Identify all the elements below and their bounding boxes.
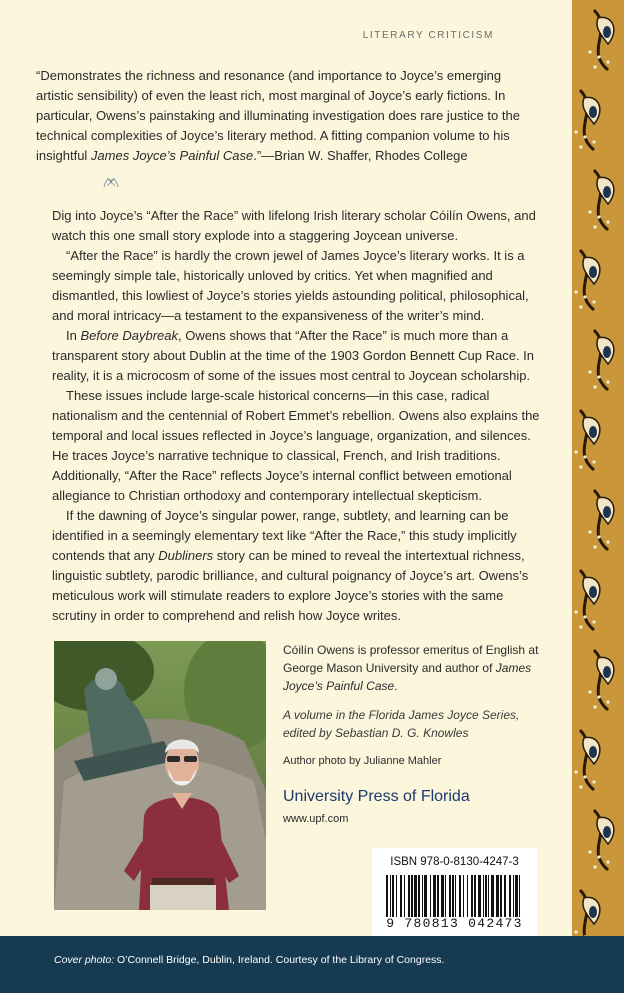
quote-text-1: “Demonstrates the richness and resonance (and importance to Joyce’s emerging artistic sensibility) of even the least rich, most marginal of Joyce’s early fictions. In particular, Owens’s painstaking and illuminating investigation does rare justice to the technical complexities of Joyce’s literary method. A fitting companion volume to his insightful	[36, 68, 520, 163]
category-label: LITERARY CRITICISM	[362, 30, 494, 41]
description	[52, 206, 544, 626]
desc-paragraph-5	[52, 506, 544, 626]
endorsement-quote	[36, 66, 536, 166]
footer-bar	[0, 936, 624, 993]
desc-p3-post: , Owens shows that “After the Race” is much more than a transparent story about Dublin at the time of the 1903 Gordon Bennett Cup Race. In reality, it is a microcosm of some of the issues most central to Joycean scholarship.	[52, 328, 535, 383]
cover-credit-label: Cover photo:	[54, 954, 115, 966]
desc-p3-title: Before Daybreak	[80, 328, 179, 343]
quote-book-title: James Joyce’s Painful Case	[90, 148, 254, 163]
desc-p5-pre: If the dawning of Joyce’s singular power, range, subtlety, and learning can be identified in a seemingly elementary text like “After the Race,” this study implicitly contends that any	[52, 508, 517, 563]
barcode-block	[372, 848, 537, 936]
photo-credit: Author photo by Julianne Mahler	[283, 755, 442, 767]
desc-paragraph-1: Dig into Joyce’s “After the Race” with lifelong Irish literary scholar Cóilín Owens, and watch this one small story explode into a staggering Joycean universe.	[52, 208, 536, 243]
barcode-digits: 9 780813 042473	[386, 916, 523, 931]
cover-credit	[54, 954, 444, 966]
bio-end: .	[394, 679, 398, 693]
desc-paragraph-2: “After the Race” is hardly the crown jewel of James Joyce’s literary works. It is a seemingly simple tale, historically unloved by critics. Yet when magnified and dismantled, this lowliest of Joyce’s stories yields astounding political, philosophical, and moral intricacy—a testament to the expansiveness of the writer’s mind.	[52, 248, 529, 323]
bio-book-title: James Joyce’s Painful Case	[283, 661, 532, 693]
bio-text: Cóilín Owens is professor emeritus of English at George Mason University and author of	[283, 643, 539, 675]
series-note: A volume in the Florida James Joyce Series, edited by Sebastian D. G. Knowles	[283, 708, 520, 740]
author-photo	[54, 641, 266, 910]
publisher-name: University Press of Florida	[283, 788, 470, 805]
decorative-border	[572, 0, 624, 936]
publisher-website[interactable]: www.upf.com	[283, 813, 349, 825]
barcode-bars	[384, 875, 525, 917]
desc-paragraph-4: These issues include large-scale historical concerns—in this case, radical nationalism and the centennial of Robert Emmet’s rebellion. Owens also explains the temporal and local issues reflected in Joyce’s language, organization, and silences. He traces Joyce’s narrative technique to classical, French, and Irish traditions. Additionally, “After the Race” reflects Joyce’s internal conflict between emotional allegiance to Christian orthodoxy and contemporary intellectual skepticism.	[52, 388, 540, 503]
author-bio	[283, 641, 553, 695]
desc-p5-post: story can be mined to reveal the intertextual richness, linguistic subtlety, parodic brilliance, and cultural poignancy of Joyce’s art. Owens’s meticulous work will stimulate readers to explore Joyce’s stories with the same scrutiny in order to comprehend and relish how Joyce writes.	[52, 548, 529, 623]
desc-p5-title: Dubliners	[158, 548, 214, 563]
isbn-label: ISBN 978-0-8130-4247-3	[390, 856, 519, 868]
ornament-icon	[102, 175, 120, 189]
quote-text-2: .”—Brian W. Shaffer, Rhodes College	[253, 148, 468, 163]
desc-p3-pre: In	[66, 328, 81, 343]
cover-credit-text: O’Connell Bridge, Dublin, Ireland. Courtesy of the Library of Congress.	[114, 954, 445, 966]
desc-paragraph-3	[52, 326, 544, 386]
